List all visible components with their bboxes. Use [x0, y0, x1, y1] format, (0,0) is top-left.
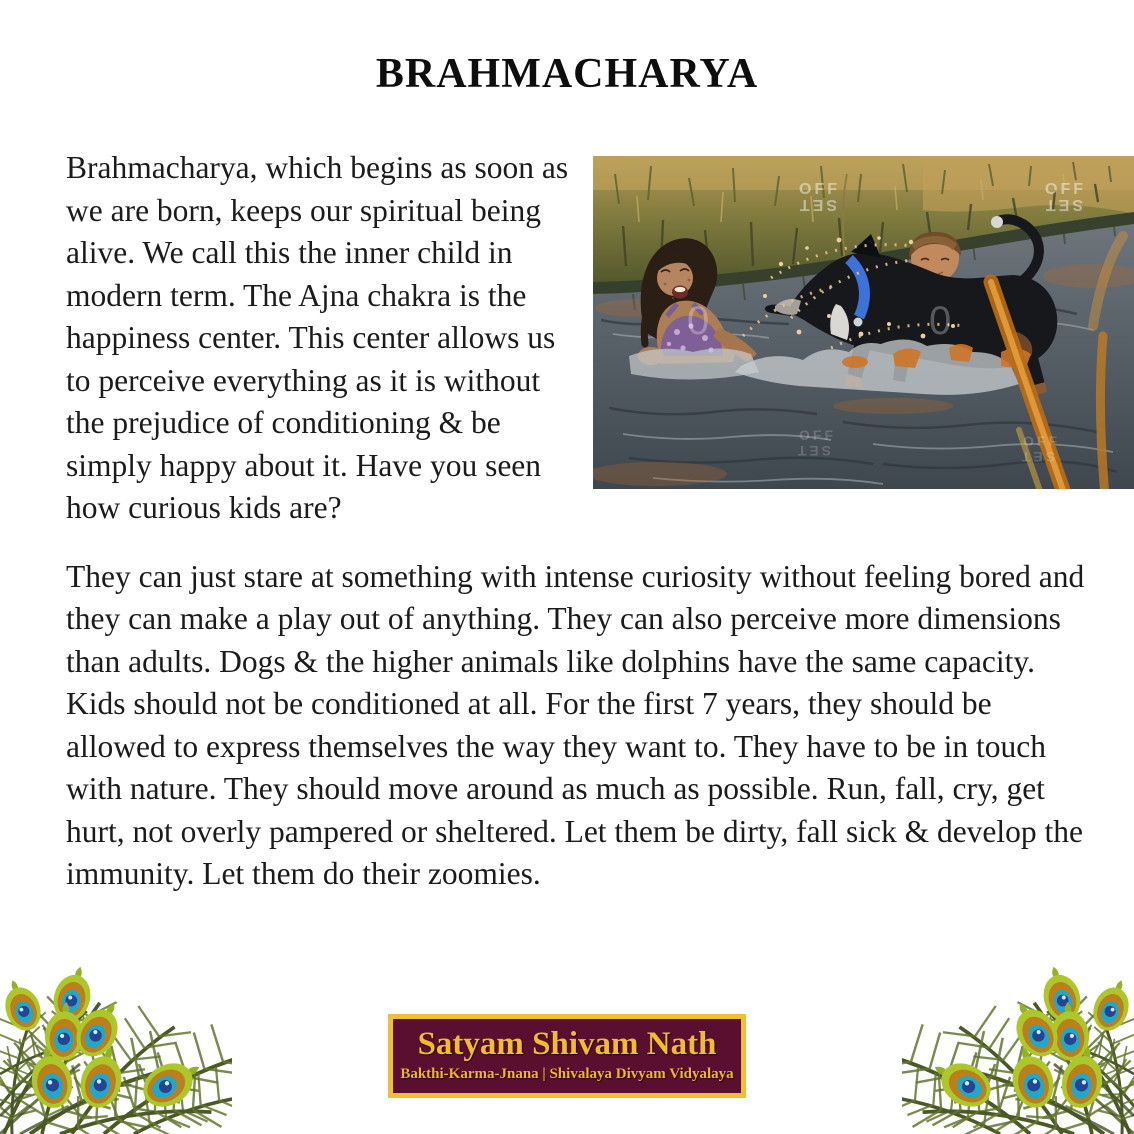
watermark-set: SET: [1018, 449, 1055, 465]
banner-subtitle: Bakthi-Karma-Jnana | Shivalaya Divyam Vidyalaya: [400, 1066, 734, 1082]
watermark-off: OFF: [1045, 181, 1086, 198]
watermark-set: SET: [794, 443, 831, 459]
peacock-feathers-right: [902, 956, 1134, 1134]
watermark-off: OFF: [799, 181, 840, 198]
photo-illustration: [593, 156, 1134, 489]
watermark-off: OFF: [1023, 433, 1060, 449]
watermark-set: SET: [1042, 196, 1083, 213]
paragraph-1: Brahmacharya, which begins as soon as we are born, keeps our spiritual being alive. We call this the inner child in modern term. The Ajna chakra is the happiness center. This center allows us to perceive everything as it is without the prejudice of conditioning & be simply happy about it. Have you seen how curious kids are?: [66, 150, 569, 525]
watermark-set: SET: [796, 196, 837, 213]
peacock-feathers-left: [0, 956, 232, 1134]
banner-title: Satyam Shivam Nath: [417, 1026, 717, 1062]
footer-banner: [388, 1014, 746, 1098]
page-title: BRAHMACHARYA: [375, 51, 759, 97]
watermark-off: OFF: [799, 427, 836, 443]
article: [66, 147, 1092, 896]
watermark-zero: 0: [687, 299, 710, 343]
watermark-zero: 0: [929, 299, 952, 343]
paragraph-2: They can just stare at something with intense curiosity without feeling bored and they can make a play out of anything. They can also perceive more dimensions than adults. Dogs & the higher animals like dolphins have the same capacity. Kids should not be conditioned at all. For the first 7 years, they should be allowed to express themselves the way they want to. They have to be in touch with nature. They should move around as much as possible. Run, fall, cry, get hurt, not overly pampered or sheltered. Let them be dirty, fall sick & develop the immunity. Let them do their zoomies.: [66, 558, 1085, 891]
photo-kids-dog: [593, 156, 1134, 489]
